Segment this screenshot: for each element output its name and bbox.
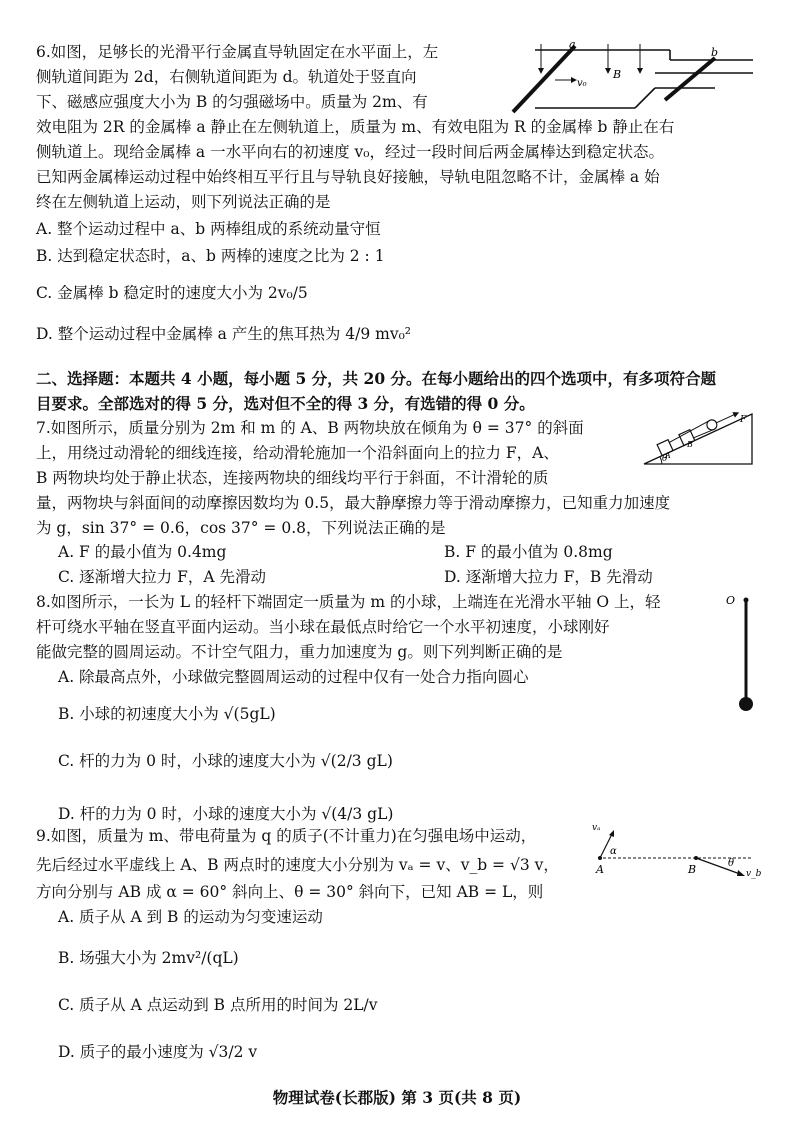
section-2-line: 二、选择题：本题共 4 小题，每小题 5 分，共 20 分。在每小题给出的四个选项中，有多项符合题: [36, 369, 717, 388]
q8-line: 杆可绕水平轴在竖直平面内运动。当小球在最低点时给它一个水平初速度，小球刚好: [36, 618, 610, 636]
q9-line: 先后经过水平虚线上 A、B 两点时的速度大小分别为 vₐ = v、v_b = √3 v，: [36, 856, 559, 874]
q7-line: 为 g，sin 37° = 0.6，cos 37° = 0.8，下列说法正确的是: [36, 519, 446, 537]
fig-label-alpha: α: [610, 846, 617, 857]
q6-line: 6.如图，足够长的光滑平行金属直导轨固定在水平面上，左: [36, 43, 439, 61]
rod-a: [513, 46, 575, 112]
q7-option-c: C. 逐渐增大拉力 F，A 先滑动: [58, 568, 266, 586]
question-9: [36, 824, 559, 1065]
fig-label-field: B: [613, 68, 622, 81]
q6-rail-figure: [505, 38, 755, 118]
q8-line: 8.如图所示，一长为 L 的轻杆下端固定一质量为 m 的小球，上端连在光滑水平轴 O 上，轻: [36, 593, 661, 611]
q9-line: 9.如图，质量为 m、带电荷量为 q 的质子(不计重力)在匀强电场中运动，: [36, 827, 537, 845]
q7-incline-figure: [640, 410, 760, 470]
q7-option-d: D. 逐渐增大拉力 F，B 先滑动: [444, 568, 653, 586]
q7-line: 上，用绕过动滑轮的细线连接，给动滑轮施加一个沿斜面向上的拉力 F，A、: [36, 444, 559, 462]
q6-option-d: D. 整个运动过程中金属棒 a 产生的焦耳热为 4/9 mv₀²: [36, 325, 412, 343]
q9-option-d: D. 质子的最小速度为 √3/2 v: [58, 1043, 258, 1061]
section-2-line: 目要求。全部选对的得 5 分，选对但不全的得 3 分，有选错的得 0 分。: [36, 394, 535, 413]
q7-option-b: B. F 的最小值为 0.8mg: [444, 543, 613, 561]
fig-label-B9: B: [688, 863, 697, 876]
q8-option-a: A. 除最高点外，小球做完整圆周运动的过程中仅有一处合力指向圆心: [58, 668, 529, 686]
fig-label-b: b: [711, 46, 719, 59]
q6-option-c: C. 金属棒 b 稳定时的速度大小为 2v₀/5: [36, 284, 308, 302]
q9-line: 方向分别与 AB 成 α = 60° 斜向上、θ = 30° 斜向下，已知 AB = L，则: [36, 883, 544, 901]
q9-option-a: A. 质子从 A 到 B 的运动为匀变速运动: [58, 908, 323, 926]
q9-option-c: C. 质子从 A 点运动到 B 点所用的时间为 2L/v: [58, 996, 378, 1014]
q7-line: B 两物块均处于静止状态，连接两物块的细线均平行于斜面，不计滑轮的质: [36, 469, 549, 487]
fig-label-a: a: [569, 38, 576, 51]
fig-label-A9: A: [596, 863, 604, 876]
fig-label-F: F: [740, 415, 747, 425]
question-8: [36, 590, 661, 827]
q8-option-c: C. 杆的力为 0 时，小球的速度大小为 √(2/3 gL): [58, 752, 393, 770]
q6-option-b: B. 达到稳定状态时，a、b 两棒的速度之比为 2 : 1: [36, 247, 385, 265]
q8-option-d: D. 杆的力为 0 时，小球的速度大小为 √(4/3 gL): [58, 805, 394, 823]
q7-line: 量，两物块与斜面间的动摩擦因数均为 0.5，最大静摩擦力等于滑动摩擦力，已知重力加速度: [36, 494, 671, 512]
q6-line: 侧轨道上。现给金属棒 a 一水平向右的初速度 v₀，经过一段时间后两金属棒达到稳定状态。: [36, 143, 664, 161]
page-footer: 物理试卷(长郡版) 第 3 页(共 8 页): [272, 1088, 522, 1107]
section-2-header: [36, 366, 716, 416]
q6-line: 已知两金属棒运动过程中始终相互平行且与导轨良好接触，导轨电阻忽略不计，金属棒 a 始: [36, 168, 660, 186]
q6-option-a: A. 整个运动过程中 a、b 两棒组成的系统动量守恒: [36, 220, 381, 238]
fig-label-va: vₐ: [592, 823, 601, 833]
fig-label-v0: v₀: [577, 78, 587, 89]
q7-line: 7.如图所示，质量分别为 2m 和 m 的 A、B 两物块放在倾角为 θ = 37° 的斜面: [36, 419, 584, 437]
fig-label-B: B: [687, 440, 693, 449]
fig-label-A: A: [665, 451, 671, 460]
rod-b: [665, 58, 715, 100]
q6-line: 侧轨道间距为 2d，右侧轨道间距为 d。轨道处于竖直向: [36, 68, 417, 86]
fig-label-theta9: θ: [728, 858, 735, 869]
q9-option-b: B. 场强大小为 2mv²/(qL): [58, 949, 239, 967]
q6-line: 下、磁感应强度大小为 B 的匀强磁场中。质量为 2m、有: [36, 93, 428, 111]
q7-option-a: A. F 的最小值为 0.4mg: [58, 543, 227, 561]
q8-rod-figure: [722, 588, 762, 718]
q6-line: 效电阻为 2R 的金属棒 a 静止在左侧轨道上，质量为 m、有效电阻为 R 的金属棒 b 静止在右: [36, 118, 675, 136]
fig-label-theta: θ: [662, 454, 668, 464]
q8-line: 能做完整的圆周运动。不计空气阻力，重力加速度为 g。则下列判断正确的是: [36, 643, 563, 661]
fig-label-O: O: [726, 594, 736, 607]
q6-line: 终在左侧轨道上运动，则下列说法正确的是: [36, 193, 331, 211]
fig-label-vb: v_b: [746, 869, 762, 879]
q9-velocity-figure: [588, 818, 763, 880]
q8-option-b: B. 小球的初速度大小为 √(5gL): [58, 705, 276, 723]
question-7: [36, 416, 670, 541]
